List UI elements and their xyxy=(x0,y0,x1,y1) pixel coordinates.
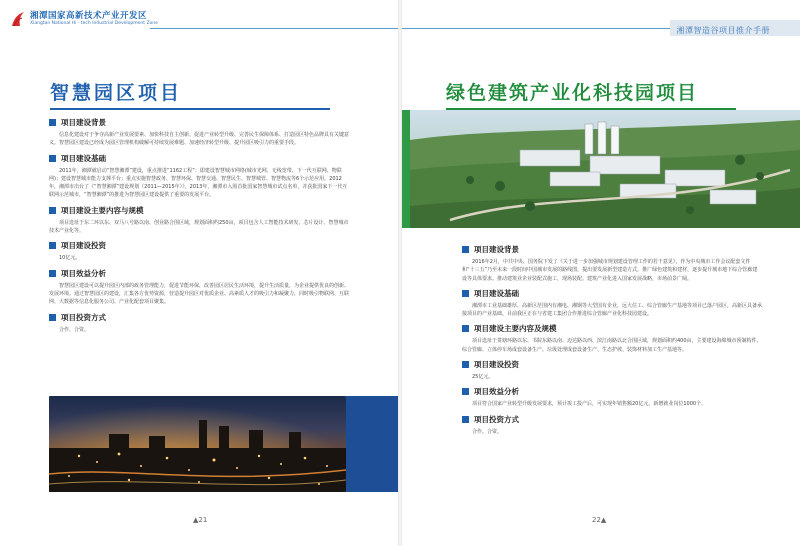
section-title: 项目建设基础 xyxy=(61,153,106,163)
left-sections xyxy=(49,117,349,334)
header-rule xyxy=(402,28,672,29)
section-heading xyxy=(49,312,349,323)
page-number: 22▲ xyxy=(592,516,607,524)
section-title: 项目建设基础 xyxy=(474,288,519,298)
decorative-green-block xyxy=(402,110,410,228)
square-bullet-icon xyxy=(49,242,56,249)
zone-name-cn: 湘潭国家高新技术产业开发区 xyxy=(30,10,148,21)
title-underline xyxy=(50,108,330,110)
section-heading xyxy=(49,117,349,128)
zone-emblem-icon xyxy=(10,10,26,28)
section-title: 项目投资方式 xyxy=(61,312,106,322)
section-heading xyxy=(49,205,349,216)
page-number: ▲21 xyxy=(193,516,208,524)
section-title: 项目建设投资 xyxy=(61,241,106,251)
manual-title: 湘潭智造谷项目推介手册 xyxy=(676,26,770,35)
section-body: 智慧园区建设可以提升园区内部的政务管理能力，促进节能环保，改善园区居民生活环境，提升生活质量，为企业提供优良的创新、发展环境。通过智慧园区的建设，汇集各方优势资源，营造提升园区对优质企业、高素质人才的吸引力和凝聚力，同时吸引物联网、互联网、大数据等信息化服务公司、产业化配套项目聚集。 xyxy=(49,282,350,306)
square-bullet-icon xyxy=(462,325,469,332)
section-heading xyxy=(462,386,762,397)
section-heading xyxy=(462,414,762,425)
left-page xyxy=(0,0,398,546)
square-bullet-icon xyxy=(49,155,56,162)
square-bullet-icon xyxy=(462,290,469,297)
square-bullet-icon xyxy=(49,270,56,277)
section-heading xyxy=(49,240,349,251)
section-heading xyxy=(462,288,762,299)
section-heading xyxy=(49,153,349,164)
section-title: 项目效益分析 xyxy=(474,387,519,397)
square-bullet-icon xyxy=(462,416,469,423)
zone-name-en: Xiangtan National Hi - tech Industrial Development Zone xyxy=(30,21,158,26)
section-body: 10亿元。 xyxy=(59,255,81,262)
section-body: 湘潭市工业基础雄厚，高新区范围内有湘电、湘钢等大型国有企业，远大住工、综合管廊生产基地等项目已落户园区，高新区具备承接项目的产业基础。目前我区正在与省建工集团合作推进综合管廊产业化科技园建设。 xyxy=(462,302,763,318)
square-bullet-icon xyxy=(462,246,469,253)
section-heading xyxy=(462,323,762,334)
section-heading xyxy=(462,359,762,370)
zone-logo xyxy=(10,10,158,28)
night-city-photo xyxy=(49,396,346,492)
section-title: 项目建设背景 xyxy=(61,118,106,127)
section-title: 项目建设主要内容及规模 xyxy=(474,324,557,334)
section-body: 合作、合资。 xyxy=(59,326,90,333)
square-bullet-icon xyxy=(49,207,56,214)
page-title: 绿色建筑产业化科技园项目 xyxy=(446,82,699,104)
section-body: 项目符合国家产业转型升级发展要求，预计竣工投产后，可实现年销售额20亿元，新增就业岗位1000个。 xyxy=(472,401,707,408)
header-rule xyxy=(150,28,398,29)
square-bullet-icon xyxy=(49,314,56,321)
square-bullet-icon xyxy=(462,361,469,368)
section-body: 项目选址于贯塘环路以东、书院东路以南、迈达路以西、滨江南路以北合围区域，规划面积约400亩，主要建设海绵城市预制构件、综合管廊、立体停车场成套设备生产、垃圾处理成套设备生产、生态护坡、装饰材料加工生产基地等。 xyxy=(462,338,762,353)
section-title: 项目效益分析 xyxy=(61,268,106,278)
section-heading xyxy=(462,244,762,255)
section-title: 项目建设主要内容与规模 xyxy=(61,205,144,215)
section-title: 项目建设背景 xyxy=(474,245,519,254)
section-body: 信息化建设对于争夺高新产业发展要素、加快科技自主创新、促进产业转型升级、完善民生保障体系、打造园区特色品牌具有关键意义。智慧园区建设已经成为园区管理机构破解可持续发展难题、加速经济转型升级、提升园区吸引力的重要手段。 xyxy=(49,132,350,147)
decorative-blue-block xyxy=(346,396,398,492)
square-bullet-icon xyxy=(49,119,56,126)
aerial-rendering-photo xyxy=(410,110,800,228)
section-body: 2011年，湘潭就启动“智慧湘潭”建设，重点推进“1162工程”：即建设智慧城市网络(城市光网、无线宽带、下一代互联网、物联网)；建设智慧城市能力支撑平台；重点实施智慧政务、智慧环保、智慧交通、智慧民生、智慧城管、智慧物流等6个示范应用。2012年，湘潭市出台了《“智慧湘潭”建设规划（2011—2015年）》。2013年，湘潭市入围首批国家智慧城市试点名单，并获批国家下一代互联网示范城市，“智慧湘潭”的推进为智慧园区建设提供了重要的发展平台。 xyxy=(49,167,348,199)
right-sections xyxy=(462,244,762,436)
section-body: 2016年2月，中共中央、国务院下发了《关于进一步加强城市规划建设管理工作的若干意见》，作为中央城市工作会议配套文件和“十三五”乃至未来一段时间中国城市发展的路线图，提出要发展新型建造方式，推广绿色建筑和建材，逐步提升城市地下综合管廊建设等具体要求。推动建筑业企业装配式施工，现场装配。建筑产业化进入国家发展战略，市场前景广阔。 xyxy=(462,259,758,282)
square-bullet-icon xyxy=(462,388,469,395)
page-title: 智慧园区项目 xyxy=(50,82,183,104)
section-title: 项目投资方式 xyxy=(474,414,519,424)
section-title: 项目建设投资 xyxy=(474,360,519,370)
section-body: 25亿元。 xyxy=(472,374,494,381)
section-heading xyxy=(49,268,349,279)
section-body: 项目选址于东二环以东、双马八号路以南、创业路合围区域，规划面积约250亩，项目包含人工智能技术研发、芯片设计、智慧城市技术产业化等。 xyxy=(49,219,349,235)
section-body: 合作、合资。 xyxy=(472,428,503,435)
right-page xyxy=(402,0,800,546)
